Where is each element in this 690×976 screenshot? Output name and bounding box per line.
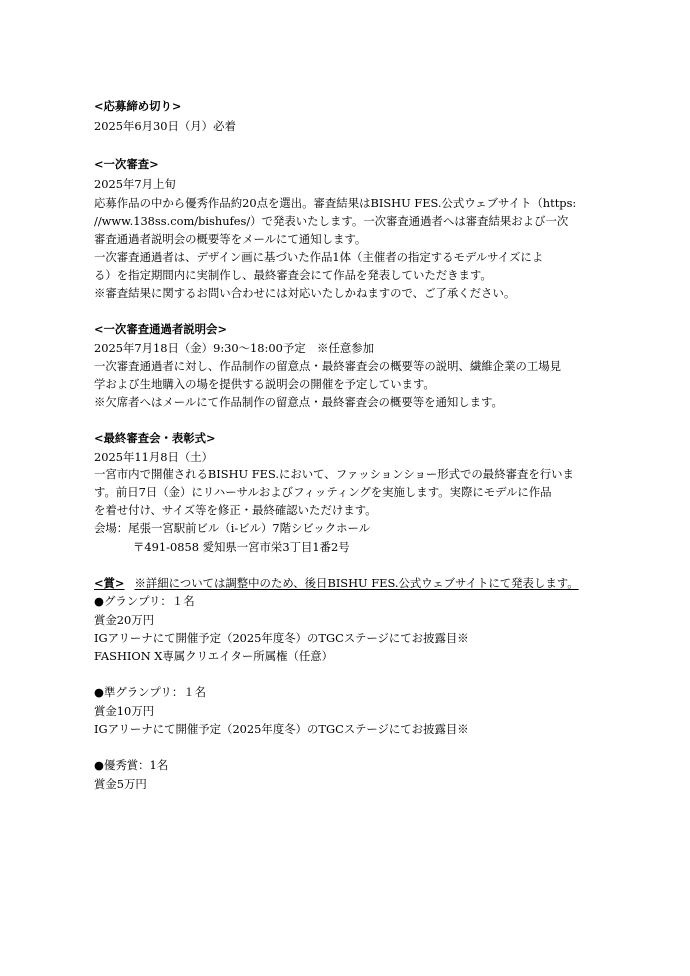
first-review-note: ※審査結果に関するお問い合わせには対応いたしかねますので、ご了承ください。 <box>94 286 516 300</box>
first-review-line: る）を指定期間内に実制作し、最終審査会にて作品を発表していただきます。 <box>94 268 492 282</box>
grand-prix-line: IGアリーナにて開催予定（2025年度冬）のTGCステージにてお披露目※ <box>94 631 469 645</box>
first-review-line: //www.138ss.com/bishufes/）で発表いたします。一次審査通過者へは審査結果および一次 <box>94 214 569 228</box>
briefing-line: 学および生地購入の場を提供する説明会の開催を予定しています。 <box>94 377 435 391</box>
first-review-period: 2025年7月上旬 <box>94 177 176 191</box>
semi-grand-prix-line: IGアリーナにて開催予定（2025年度冬）のTGCステージにてお披露目※ <box>94 722 469 736</box>
venue-address: 〒491-0858 愛知県一宮市栄3丁目1番2号 <box>133 540 350 554</box>
deadline-heading: <応募締め切り> <box>94 99 182 113</box>
final-review-heading: <最終審査会・表彰式> <box>94 431 216 445</box>
grand-prix-title: ●グランプリ：１名 <box>94 594 195 608</box>
deadline-date: 2025年6月30日（月）必着 <box>94 119 236 133</box>
venue-label: 会場：尾張一宮駅前ビル（i-ビル）7階シビックホール <box>94 521 371 535</box>
first-review-line: 審査通過者説明会の概要等をメールにて通知します。 <box>94 232 367 246</box>
excellence-title: ●優秀賞：1名 <box>94 758 169 772</box>
first-review-heading: <一次審査> <box>94 157 159 171</box>
final-review-line: を着せ付け、サイズ等を修正・最終確認いただけます。 <box>94 503 377 517</box>
excellence-line: 賞金5万円 <box>94 777 147 791</box>
briefing-note: ※欠席者へはメールにて作品制作の留意点・最終審査会の概要等を通知します。 <box>94 395 503 409</box>
awards-note: ※詳細については調整中のため、後日BISHU FES.公式ウェブサイトにて発表します。 <box>134 576 579 590</box>
final-review-line: 一宮市内で開催されるBISHU FES.において、ファッションショー形式での最終審査を行いま <box>94 467 574 481</box>
grand-prix-line: 賞金20万円 <box>94 613 155 627</box>
grand-prix-line: FASHION X専属クリエイター所属権（任意） <box>94 649 334 663</box>
briefing-heading: <一次審査通過者説明会> <box>94 322 227 336</box>
awards-heading: <賞> <box>94 576 125 590</box>
semi-grand-prix-line: 賞金10万円 <box>94 704 155 718</box>
final-review-date: 2025年11月8日（土） <box>94 450 214 464</box>
first-review-line: 応募作品の中から優秀作品約20点を選出。審査結果はBISHU FES.公式ウェブサイト（https: <box>94 196 577 210</box>
briefing-line: 一次審査通過者に対し、作品制作の留意点・最終審査会の概要等の説明、繊維企業の工場見 <box>94 359 562 373</box>
awards-header <box>94 576 579 591</box>
first-review-line: 一次審査通過者は、デザイン画に基づいた作品1体（主催者の指定するモデルサイズによ <box>94 250 544 264</box>
semi-grand-prix-title: ●準グランプリ：１名 <box>94 685 206 699</box>
final-review-line: す。前日7日（金）にリハーサルおよびフィッティングを実施します。実際にモデルに作品 <box>94 485 552 499</box>
briefing-schedule: 2025年7月18日（金）9:30〜18:00予定 ※任意参加 <box>94 341 374 355</box>
